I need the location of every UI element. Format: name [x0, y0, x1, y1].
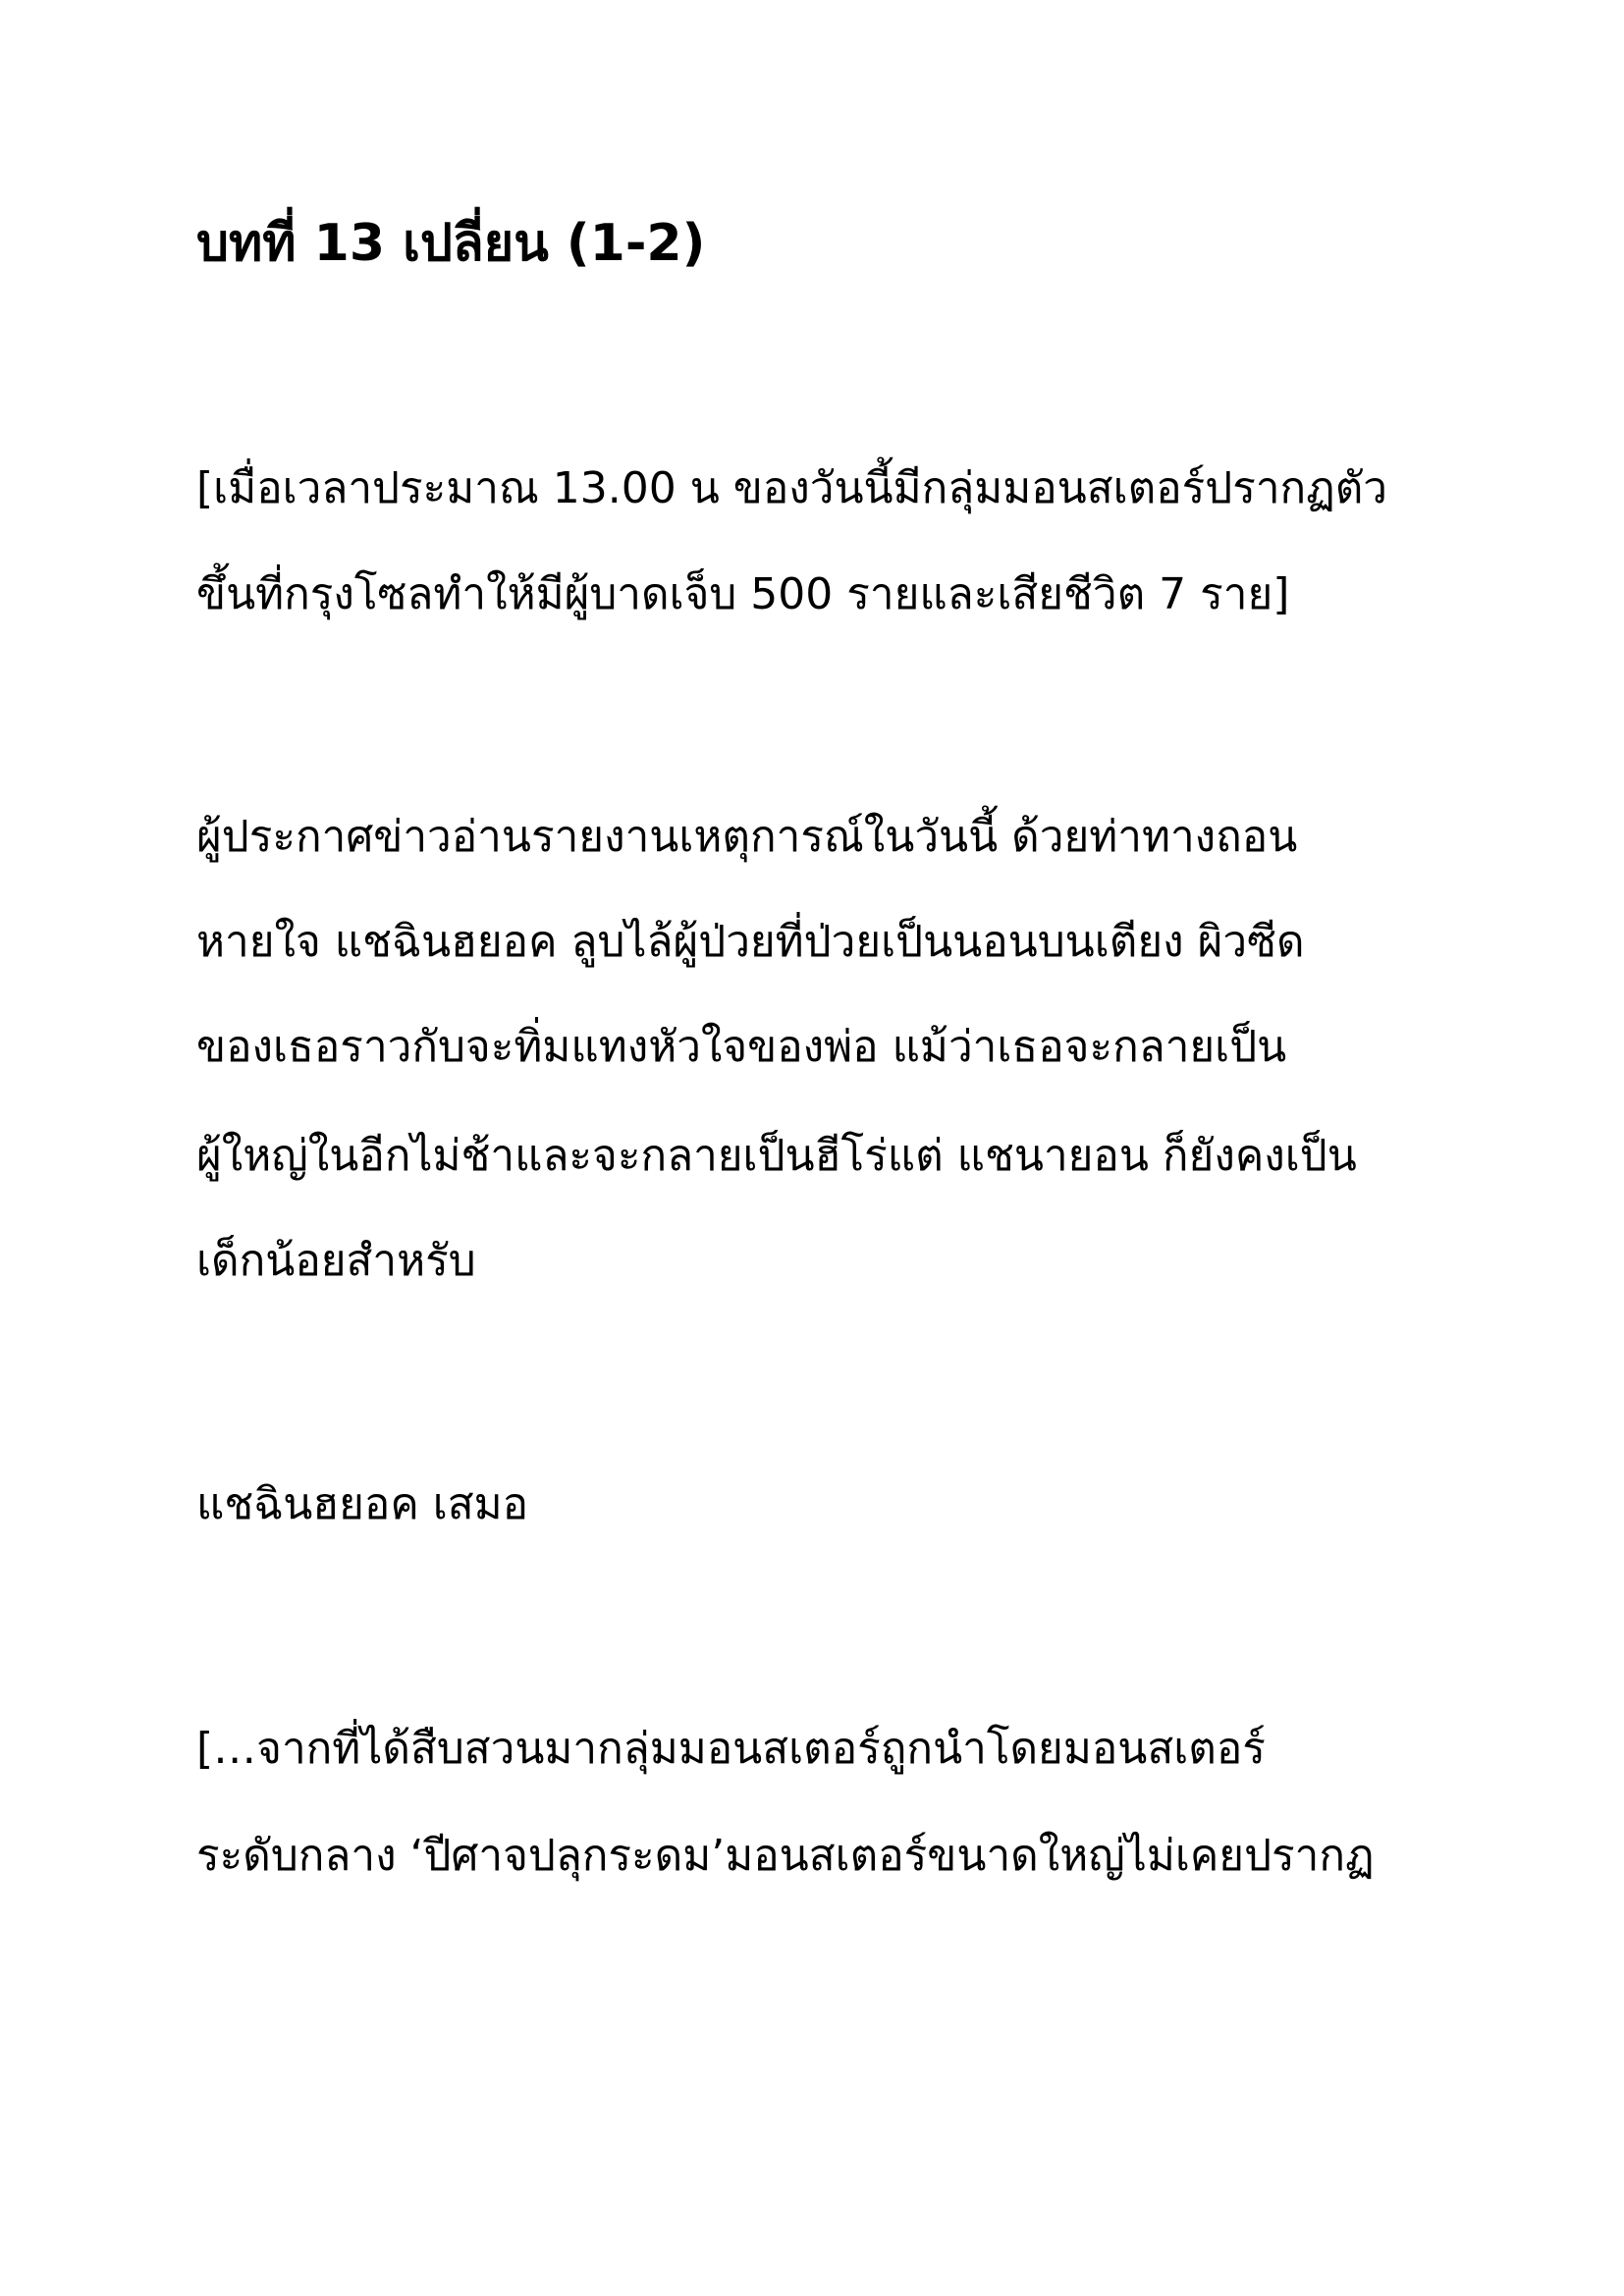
paragraph-2-line-3: ของเธอราวกับจะทิ่มแทงหัวใจของพ่อ แม้ว่าเธอจะกลายเป็น: [196, 1022, 1287, 1072]
paragraph-1-line-1: [เมื่อเวลาประมาณ 13.00 น ของวันนี้มีกลุ่มมอนสเตอร์ปรากฏตัว: [196, 463, 1388, 513]
paragraph-2-line-1: ผู้ประกาศข่าวอ่านรายงานเหตุการณ์ในวันนี้ ด้วยท่าทางถอน: [196, 812, 1298, 862]
paragraph-2-line-2: หายใจ แชฉินฮยอค ลูบไล้ผู้ป่วยที่ป่วยเป็นนอนบนเตียง ผิวซีด: [196, 917, 1305, 967]
paragraph-1-line-2: ขึ้นที่กรุงโซลทำให้มีผู้บาดเจ็บ 500 รายและเสียชีวิต 7 ราย]: [196, 569, 1290, 619]
paragraph-2-line-4: ผู้ใหญ่ในอีกไม่ช้าและจะกลายเป็นฮีโร่แต่ แชนายอน ก็ยังคงเป็น: [196, 1131, 1357, 1181]
paragraph-4-line-1: […จากที่ได้สืบสวนมากลุ่มมอนสเตอร์ถูกนำโดยมอนสเตอร์: [196, 1724, 1266, 1774]
chapter-title: บทที่ 13 เปลี่ยน (1-2): [196, 214, 706, 273]
paragraph-2-line-5: เด็กน้อยสำหรับ: [196, 1236, 476, 1286]
paragraph-4-line-2: ระดับกลาง ‘ปีศาจปลุกระดม’มอนสเตอร์ขนาดใหญ่ไม่เคยปรากฏ: [196, 1831, 1375, 1881]
paragraph-3-line-1: แชฉินฮยอค เสมอ: [196, 1479, 529, 1529]
